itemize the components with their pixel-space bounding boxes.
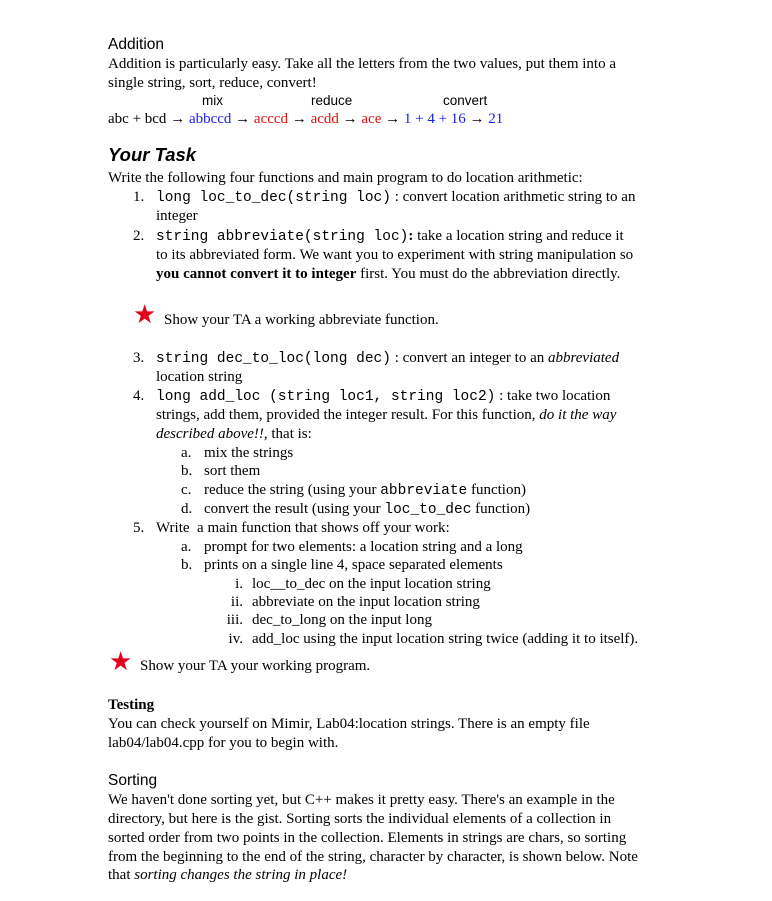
task-item-2-number: 2. xyxy=(133,228,145,244)
task-item-4-number: 4. xyxy=(133,388,145,404)
code-signature: string abbreviate(string loc) xyxy=(156,229,409,245)
task-item-1 xyxy=(156,188,635,207)
example-mixed: abbccd xyxy=(188,111,232,127)
sub-item-text: function) xyxy=(471,501,531,517)
task-item-5-number: 5. xyxy=(133,520,145,536)
item-sep: : xyxy=(408,228,414,244)
task-heading: Your Task xyxy=(108,144,197,165)
arrow-icon: → xyxy=(291,111,307,127)
label-mix: mix xyxy=(202,93,223,108)
example-operands: abc + bcd xyxy=(108,111,167,127)
task-item-2-cont-2 xyxy=(156,265,620,283)
sub-item-number: b. xyxy=(181,557,193,573)
checkpoint-2: Show your TA your working program. xyxy=(140,658,371,674)
roman-number: iv. xyxy=(228,631,243,647)
star-icon: ★ xyxy=(133,300,157,329)
sorting-line-2: directory, but here is the gist. Sorting sorts the individual elements of a collection in xyxy=(108,811,612,827)
task-item-1-number: 1. xyxy=(133,189,145,205)
roman-number: i. xyxy=(235,576,243,592)
item-text: take a location string and reduce it xyxy=(413,228,624,244)
sub-item: sort them xyxy=(204,463,261,479)
addition-line-2: single string, sort, reduce, convert! xyxy=(108,75,317,91)
roman-item: loc__to_dec on the input location string xyxy=(252,576,491,592)
sorting-heading: Sorting xyxy=(108,772,158,789)
addition-example xyxy=(108,110,503,128)
sub-item: mix the strings xyxy=(204,445,294,461)
task-item-2 xyxy=(156,227,624,246)
item-text: first. You must do the abbreviation directly. xyxy=(356,266,621,282)
example-reduced-1: acccd xyxy=(253,111,289,127)
code-signature: string dec_to_loc(long dec) xyxy=(156,351,391,367)
task-item-3-cont: location string xyxy=(156,369,243,385)
arrow-icon: → xyxy=(170,111,186,127)
sub-item-number: c. xyxy=(181,482,192,498)
sorting-line-1: We haven't done sorting yet, but C++ makes it pretty easy. There's an example in the xyxy=(108,792,615,808)
sub-item: prompt for two elements: a location string and a long xyxy=(204,539,523,555)
testing-line-1: You can check yourself on Mimir, Lab04:location strings. There is an empty file xyxy=(108,716,590,732)
testing-line-2: lab04/lab04.cpp for you to begin with. xyxy=(108,735,339,751)
sub-item-number: a. xyxy=(181,445,192,461)
arrow-icon: → xyxy=(469,111,485,127)
sub-item-text: function) xyxy=(467,482,526,498)
item-emphasis: abbreviated xyxy=(547,350,620,366)
sub-item xyxy=(204,500,530,519)
label-convert: convert xyxy=(443,93,488,108)
item-text: , that is: xyxy=(263,426,312,442)
arrow-icon: → xyxy=(342,111,358,127)
roman-item: abbreviate on the input location string xyxy=(252,594,480,610)
sub-item xyxy=(204,481,526,500)
task-item-4 xyxy=(156,387,610,406)
code-inline: abbreviate xyxy=(380,483,468,499)
sub-item-text: convert the result (using your xyxy=(204,501,385,517)
code-signature: long loc_to_dec(string loc) xyxy=(156,190,391,206)
star-icon: ★ xyxy=(109,647,133,676)
checkpoint-1: Show your TA a working abbreviate function. xyxy=(164,312,439,328)
sorting-line-5 xyxy=(108,866,347,884)
item-text: : convert location arithmetic string to an xyxy=(390,189,636,205)
item-text: strings, add them, provided the integer result. For this function, xyxy=(156,407,540,423)
example-reduced-3: ace xyxy=(361,111,382,127)
roman-number: iii. xyxy=(226,612,243,628)
sub-item: prints on a single line 4, space separated elements xyxy=(204,557,503,573)
sub-item-number: b. xyxy=(181,463,193,479)
item-text: : convert an integer to an xyxy=(390,350,548,366)
task-item-4-cont-2 xyxy=(156,425,312,443)
task-item-4-cont-1 xyxy=(156,406,616,424)
task-item-1-cont: integer xyxy=(156,208,198,224)
code-signature: long add_loc (string loc1, string loc2) xyxy=(156,389,496,405)
item-text: : take two location xyxy=(495,388,611,404)
example-result: 21 xyxy=(488,111,504,127)
task-item-5: Write a main function that shows off your work: xyxy=(156,520,450,536)
addition-heading: Addition xyxy=(108,36,165,53)
sorting-text: that xyxy=(108,867,135,883)
example-reduced-2: acdd xyxy=(310,111,339,127)
testing-heading: Testing xyxy=(108,697,155,713)
code-inline: loc_to_dec xyxy=(384,502,472,518)
task-intro: Write the following four functions and main program to do location arithmetic: xyxy=(108,170,583,186)
roman-item: dec_to_long on the input long xyxy=(252,612,432,628)
sorting-line-3: sorted order from two points in the collection. Elements in strings are chars, so sorting xyxy=(108,830,627,846)
sorting-line-4: from the beginning to the end of the string, character by character, is shown below. Note xyxy=(108,849,638,865)
task-item-2-cont-1: to its abbreviated form. We want you to experiment with string manipulation so xyxy=(156,247,634,263)
sorting-emphasis: sorting changes the string in place! xyxy=(134,867,348,883)
task-item-3-number: 3. xyxy=(133,350,145,366)
item-emphasis: described above!! xyxy=(156,426,264,442)
arrow-icon: → xyxy=(235,111,251,127)
task-item-3 xyxy=(156,349,619,368)
bold-emphasis: you cannot convert it to integer xyxy=(156,266,357,282)
arrow-icon: → xyxy=(385,111,401,127)
roman-number: ii. xyxy=(230,594,243,610)
sub-item-number: d. xyxy=(181,501,193,517)
sub-item-text: reduce the string (using your xyxy=(204,482,381,498)
label-reduce: reduce xyxy=(311,93,353,108)
addition-line-1: Addition is particularly easy. Take all the letters from the two values, put them into a xyxy=(108,56,616,72)
example-sum: 1 + 4 + 16 xyxy=(403,111,466,127)
sub-item-number: a. xyxy=(181,539,192,555)
item-emphasis: do it the way xyxy=(539,407,617,423)
roman-item: add_loc using the input location string twice (adding it to itself). xyxy=(252,631,639,647)
